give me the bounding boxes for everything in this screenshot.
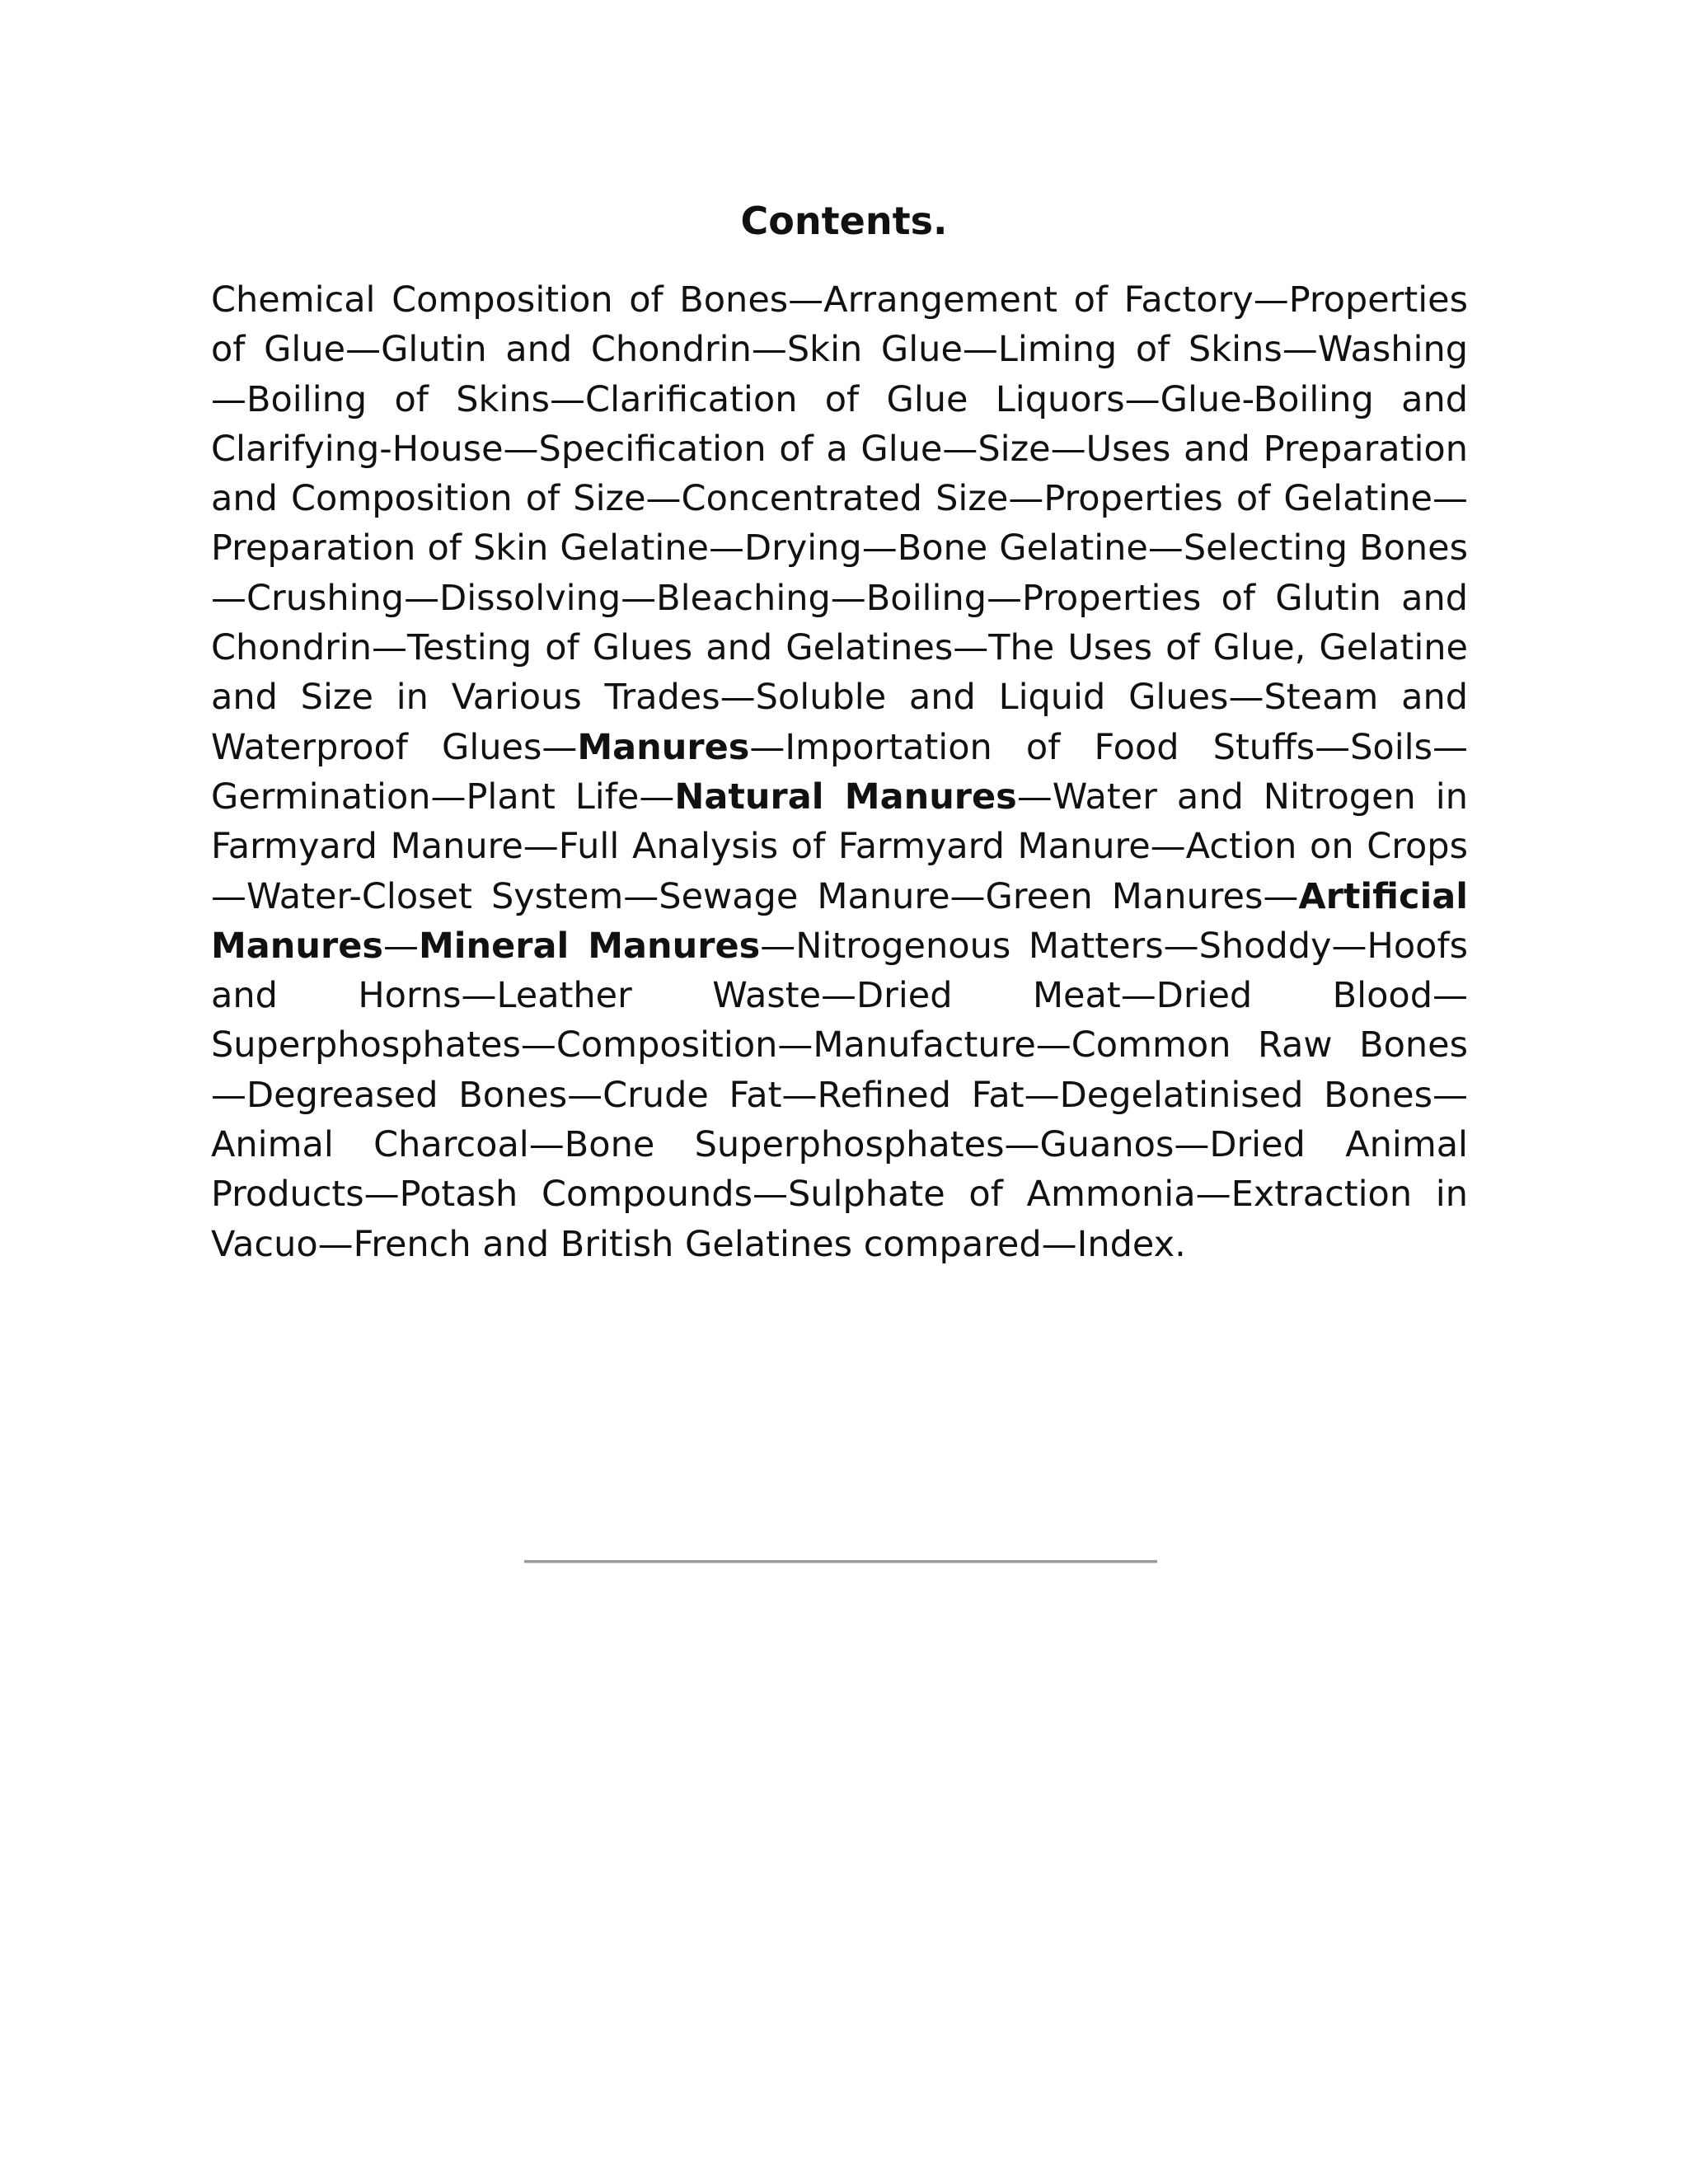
contents-segment: —Importation of Food Stuffs—Soils—Germination—Plant Life— [211, 726, 1468, 818]
page-title: Contents. [740, 199, 948, 243]
contents-segment: Chemical Composition of Bones—Arrangement of Factory—Properties of Glue—Glutin and Chondrin—Skin Glue—Liming of Skins—Washing —Boiling of Skins—Clarification of Glue Liquors—Glue-Boiling and Clarifying-House—Specification of a Glue—Size—Uses and Preparation and Composition of Size—Concentrated Size—Properties of Gelatine—Preparation of Skin Gelatine—Drying—Bone Gelatine—Selecting Bones—Crushing—Dissolving—Bleaching—Boiling—Properties of Glutin and Chondrin—Testing of Glues and Gelatines—The Uses of Glue, Gelatine and Size in Various Trades—Soluble and Liquid Glues—Steam and Waterproof Glues— [211, 279, 1468, 768]
contents-segment: —Water and Nitrogen in Farmyard Manure—Full Analysis of Farmyard Manure—Action on Crops—Water-Closet System—Sewage Manure—Green Manures— [211, 776, 1468, 917]
contents-heading-mineral-manures: Mineral Manures [419, 925, 761, 967]
contents-heading-natural-manures: Natural Manures [674, 776, 1017, 818]
contents-heading-manures: Manures [577, 726, 750, 768]
contents-heading-artificial-manures: Artificial Manures [211, 875, 1468, 967]
contents-paragraph [211, 275, 1468, 1269]
contents-segment: — [383, 925, 419, 967]
contents-segment: —Nitrogenous Matters—Shoddy—Hoofs and Horns—Leather Waste—Dried Meat—Dried Blood—Superphosphates—Composition—Manufacture—Common Raw Bones—Degreased Bones—Crude Fat—Refined Fat—Degelatinised Bones—Animal Charcoal—Bone Superphosphates—Guanos—Dried Animal Products—Potash Compounds—Sulphate of Ammonia—Extraction in Vacuo—French and British Gelatines compared—Index. [211, 925, 1468, 1265]
horizontal-rule [524, 1560, 1157, 1563]
